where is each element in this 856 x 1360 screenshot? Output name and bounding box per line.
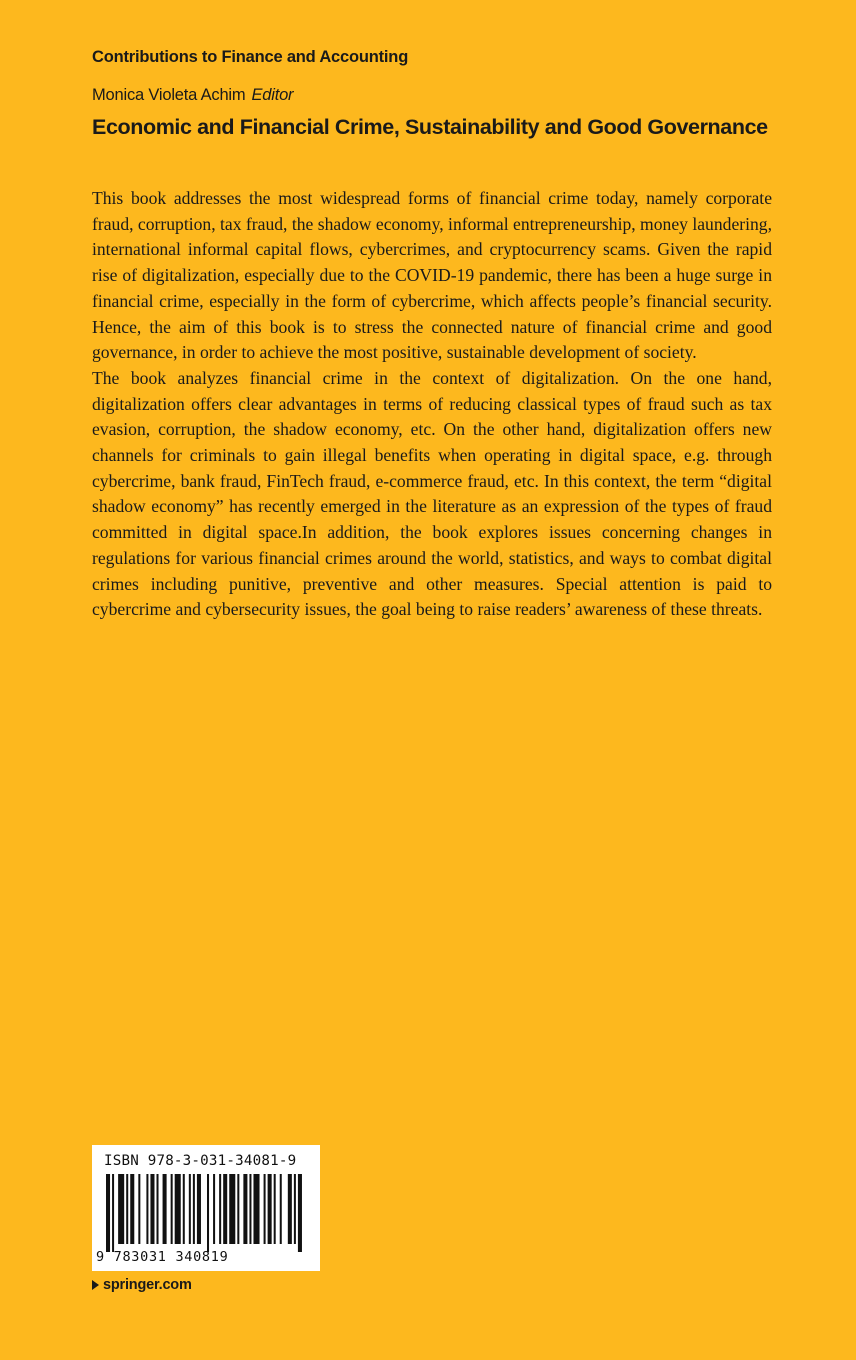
barcode-bar [189, 1174, 191, 1244]
barcode-bar [106, 1174, 110, 1252]
publisher-link[interactable] [92, 1277, 192, 1293]
barcode-bar [197, 1174, 201, 1244]
blurb-paragraph-2: The book analyzes financial crime in the context of digitalization. On the one hand, digitalization offers clear advantages in terms of reducing classical types of fraud such as tax evasion, corruption, the shadow economy, etc. On the other hand, digitalization offers new channels for criminals to gain illegal benefits when operating in digital space, e.g. through cybercrime, bank fraud, FinTech fraud, e-commerce fraud, etc. In this context, the term “digital shadow economy” has recently emerged in the literature as an expression of the types of fraud committed in digital space.In addition, the book explores issues concerning changes in regulations for various financial crimes around the world, statistics, and ways to combat digital crimes including punitive, preventive and other measures. Special attention is paid to cybercrime and cybersecurity issues, the goal being to raise readers’ awareness of these threats. [92, 367, 772, 620]
barcode-bar [118, 1174, 124, 1244]
barcode-bar [213, 1174, 215, 1244]
editor-role: Editor [251, 86, 294, 104]
barcode-bar [243, 1174, 247, 1244]
barcode-box [92, 1145, 320, 1271]
barcode-bar [253, 1174, 259, 1244]
barcode-bar [126, 1174, 128, 1244]
barcode-bar [294, 1174, 296, 1244]
barcode-bar [130, 1174, 134, 1244]
publisher-link-label: springer.com [103, 1277, 192, 1293]
editor-line [92, 86, 293, 105]
barcode-bar [163, 1174, 167, 1244]
isbn-label: ISBN 978-3-031-34081-9 [104, 1153, 297, 1169]
barcode-bars [106, 1174, 306, 1252]
barcode-bar [288, 1174, 292, 1244]
series-name: Contributions to Finance and Accounting [92, 48, 409, 66]
barcode-bar [229, 1174, 235, 1244]
barcode-bar [150, 1174, 154, 1244]
barcode-bar [146, 1174, 148, 1244]
barcode-bar [280, 1174, 282, 1244]
barcode-bar [112, 1174, 114, 1252]
barcode-bar [274, 1174, 276, 1244]
barcode-bar [268, 1174, 272, 1244]
barcode-bar [223, 1174, 227, 1244]
ean-digits: 9 783031 340819 [96, 1249, 229, 1265]
blurb [92, 186, 772, 623]
book-title: Economic and Financial Crime, Sustainability and Good Governance [92, 115, 768, 139]
barcode-bar [237, 1174, 239, 1244]
barcode-bar [298, 1174, 302, 1252]
barcode-bar [171, 1174, 173, 1244]
barcode-bar [175, 1174, 181, 1244]
barcode-bar [138, 1174, 140, 1244]
editor-name: Monica Violeta Achim [92, 86, 246, 104]
arrow-right-icon [92, 1280, 99, 1290]
barcode-bar [193, 1174, 195, 1244]
barcode-bar [249, 1174, 251, 1244]
blurb-paragraph-1: This book addresses the most widespread forms of financial crime today, namely corporate fraud, corruption, tax fraud, the shadow economy, informal entrepreneurship, money laundering, international informal capital flows, cybercrimes, and cryptocurrency scams. Given the rapid rise of digitalization, especially due to the COVID-19 pandemic, there has been a huge surge in financial crime, especially in the form of cybercrime, which affects people’s financial security. Hence, the aim of this book is to stress the connected nature of financial crime and good governance, in order to achieve the most positive, sustainable development of society. [92, 188, 772, 363]
barcode-bar [264, 1174, 266, 1244]
barcode-bar [183, 1174, 185, 1244]
barcode-bar [207, 1174, 209, 1252]
barcode-bar [219, 1174, 221, 1244]
barcode-bar [157, 1174, 159, 1244]
